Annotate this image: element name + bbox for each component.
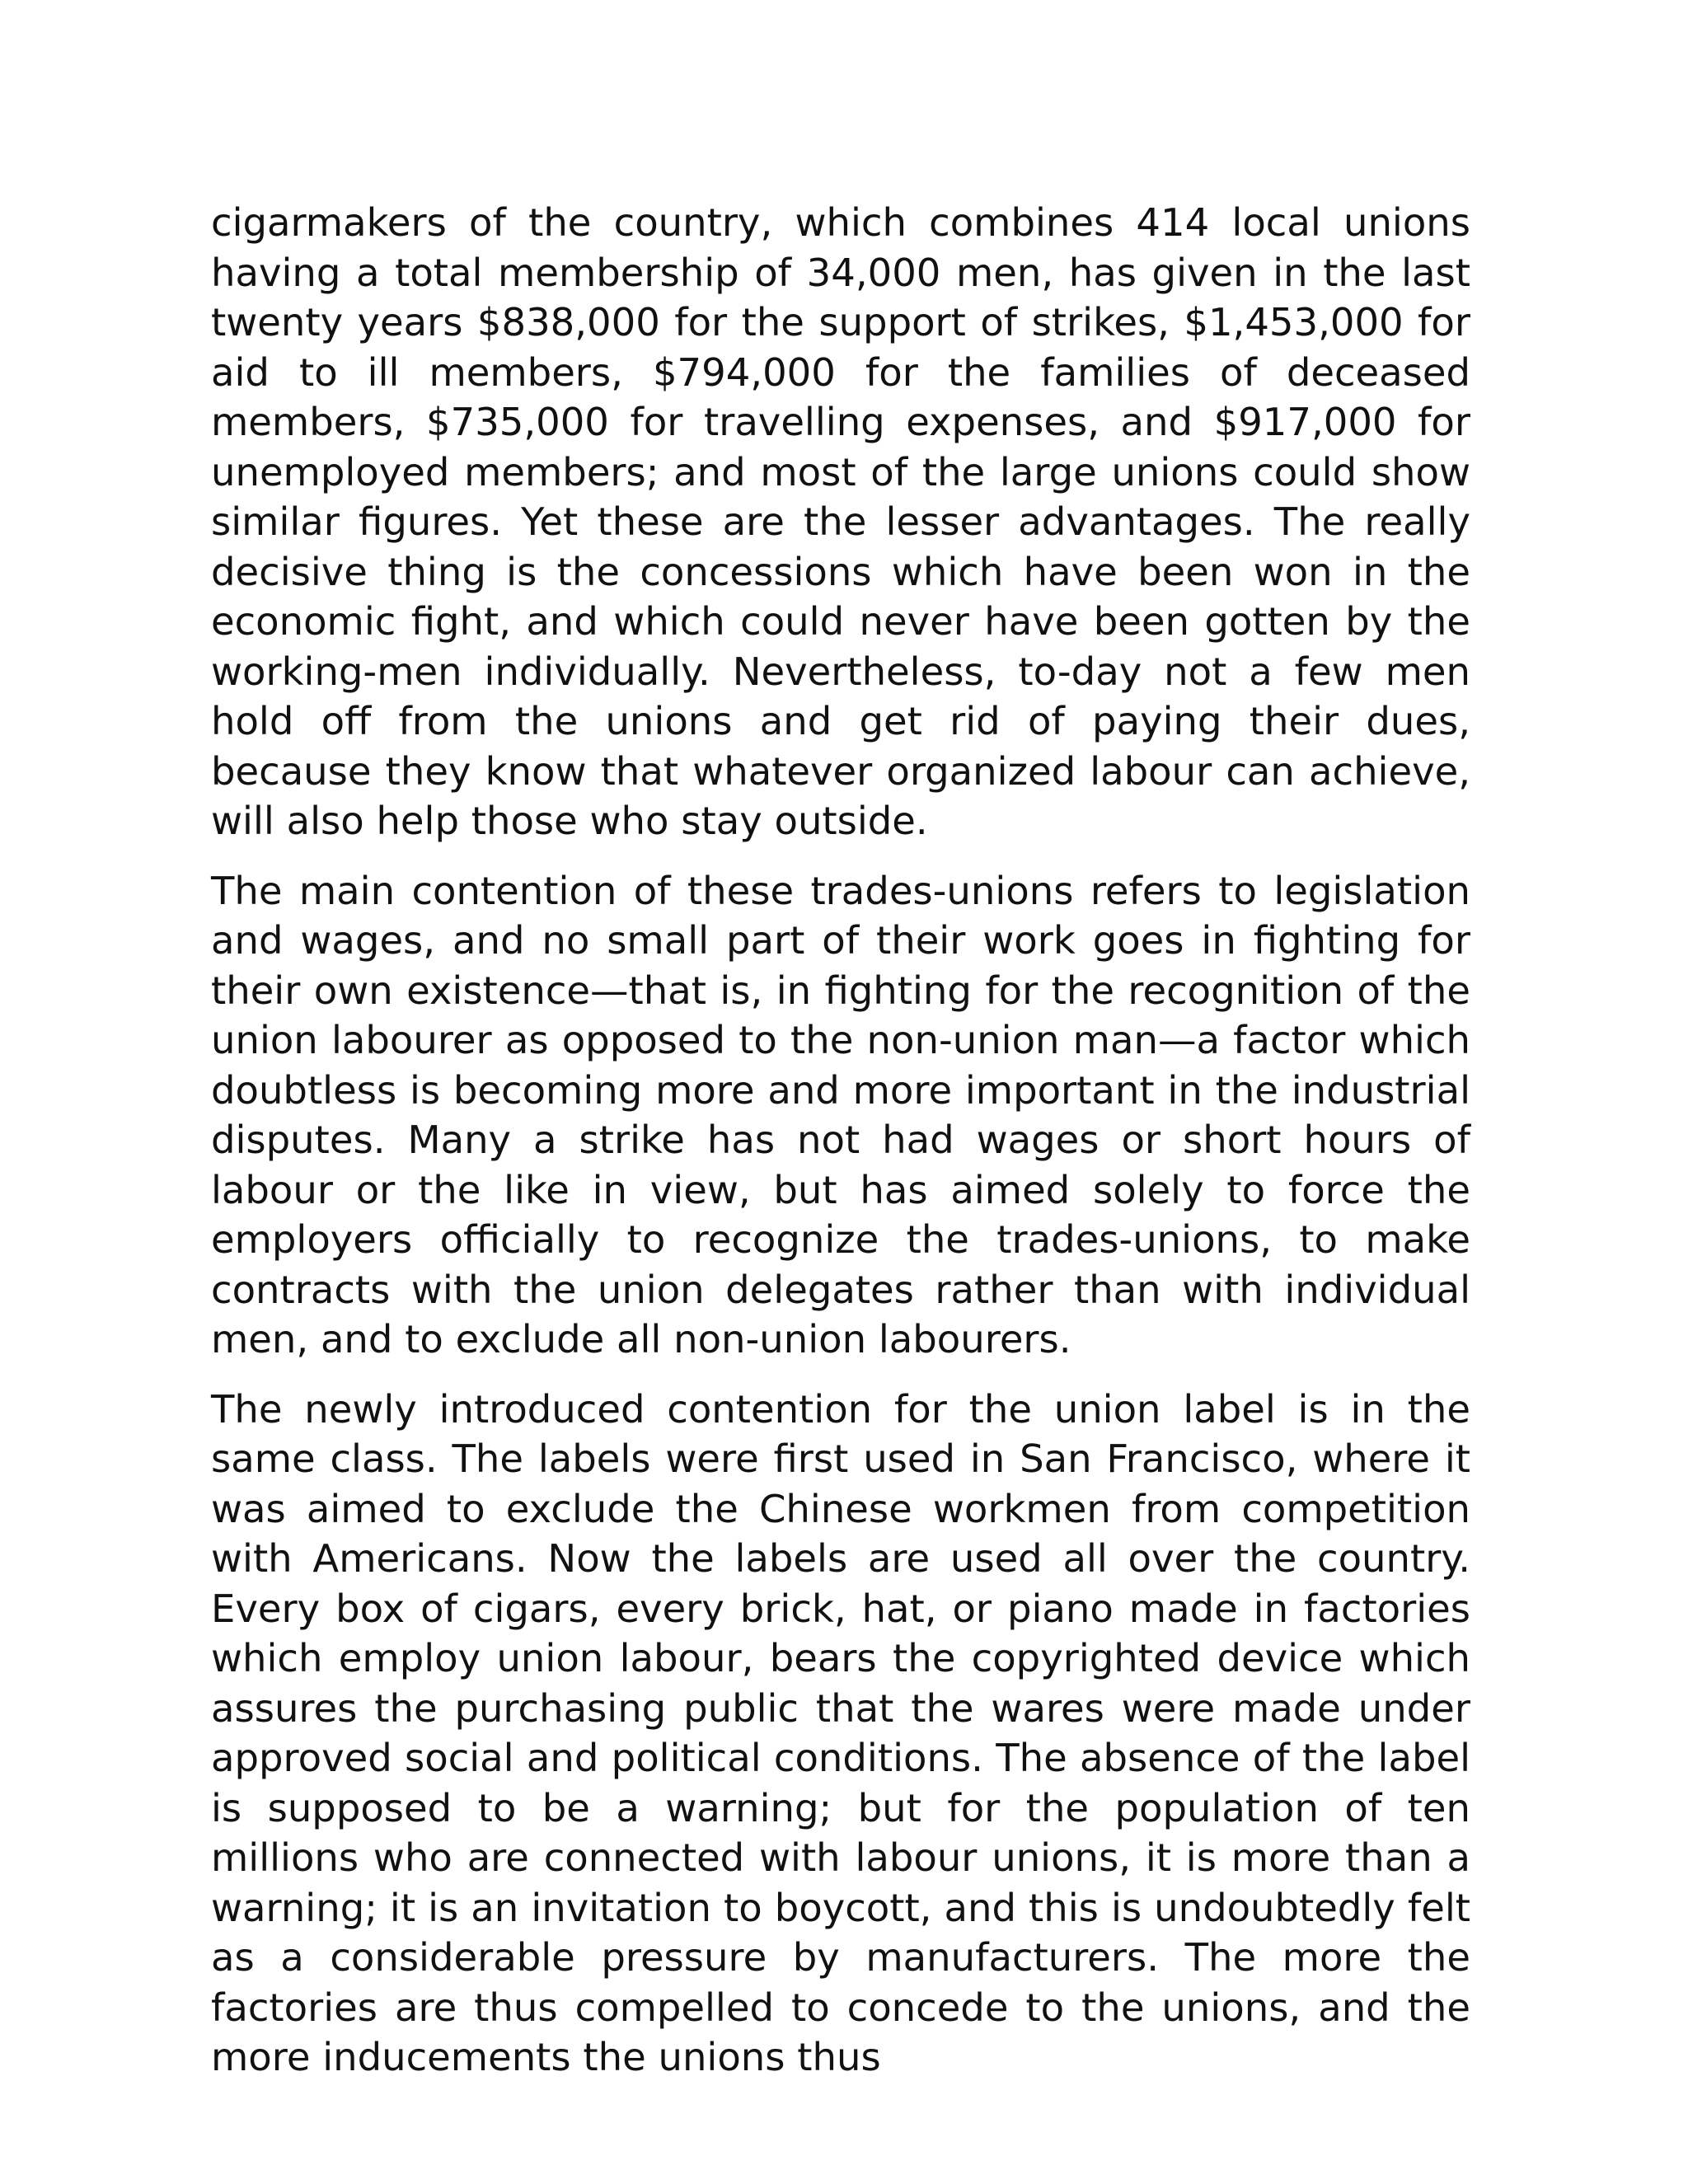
body-text [211, 198, 1470, 2102]
paragraph-2: The main contention of these trades-unions refers to legislation and wages, and no small part of their work goes in fighting for their own existence—that is, in fighting for the recognition of the union labourer as opposed to the non-union man—a factor which doubtless is becoming more and more important in the industrial disputes. Many a strike has not had wages or short hours of labour or the like in view, but has aimed solely to force the employers officially to recognize the trades-unions, to make contracts with the union delegates rather than with individual men, and to exclude all non-union labourers. [211, 868, 1470, 1361]
paragraph-3: The newly introduced contention for the union label is in the same class. The labels were first used in San Francisco, where it was aimed to exclude the Chinese workmen from competition with Americans. Now the labels are used all over the country. Every box of cigars, every brick, hat, or piano made in factories which employ union labour, bears the copyrighted device which assures the purchasing public that the wares were made under approved social and political conditions. The absence of the label is supposed to be a warning; but for the population of ten millions who are connected with labour unions, it is more than a warning; it is an invitation to boycott, and this is undoubtedly felt as a considerable pressure by manufacturers. The more the factories are thus compelled to concede to the unions, and the more inducements the unions thus [211, 1386, 1470, 2079]
paragraph-1: cigarmakers of the country, which combines 414 local unions having a total membership of 34,000 men, has given in the last twenty years $838,000 for the support of strikes, $1,453,000 for aid to ill members, $794,000 for the families of deceased members, $735,000 for travelling expenses, and $917,000 for unemployed members; and most of the large unions could show similar figures. Yet these are the lesser advantages. The really decisive thing is the concessions which have been won in the economic fight, and which could never have been gotten by the working-men individually. Nevertheless, to-day not a few men hold off from the unions and get rid of paying their dues, because they know that whatever organized labour can achieve, will also help those who stay outside. [211, 200, 1470, 843]
